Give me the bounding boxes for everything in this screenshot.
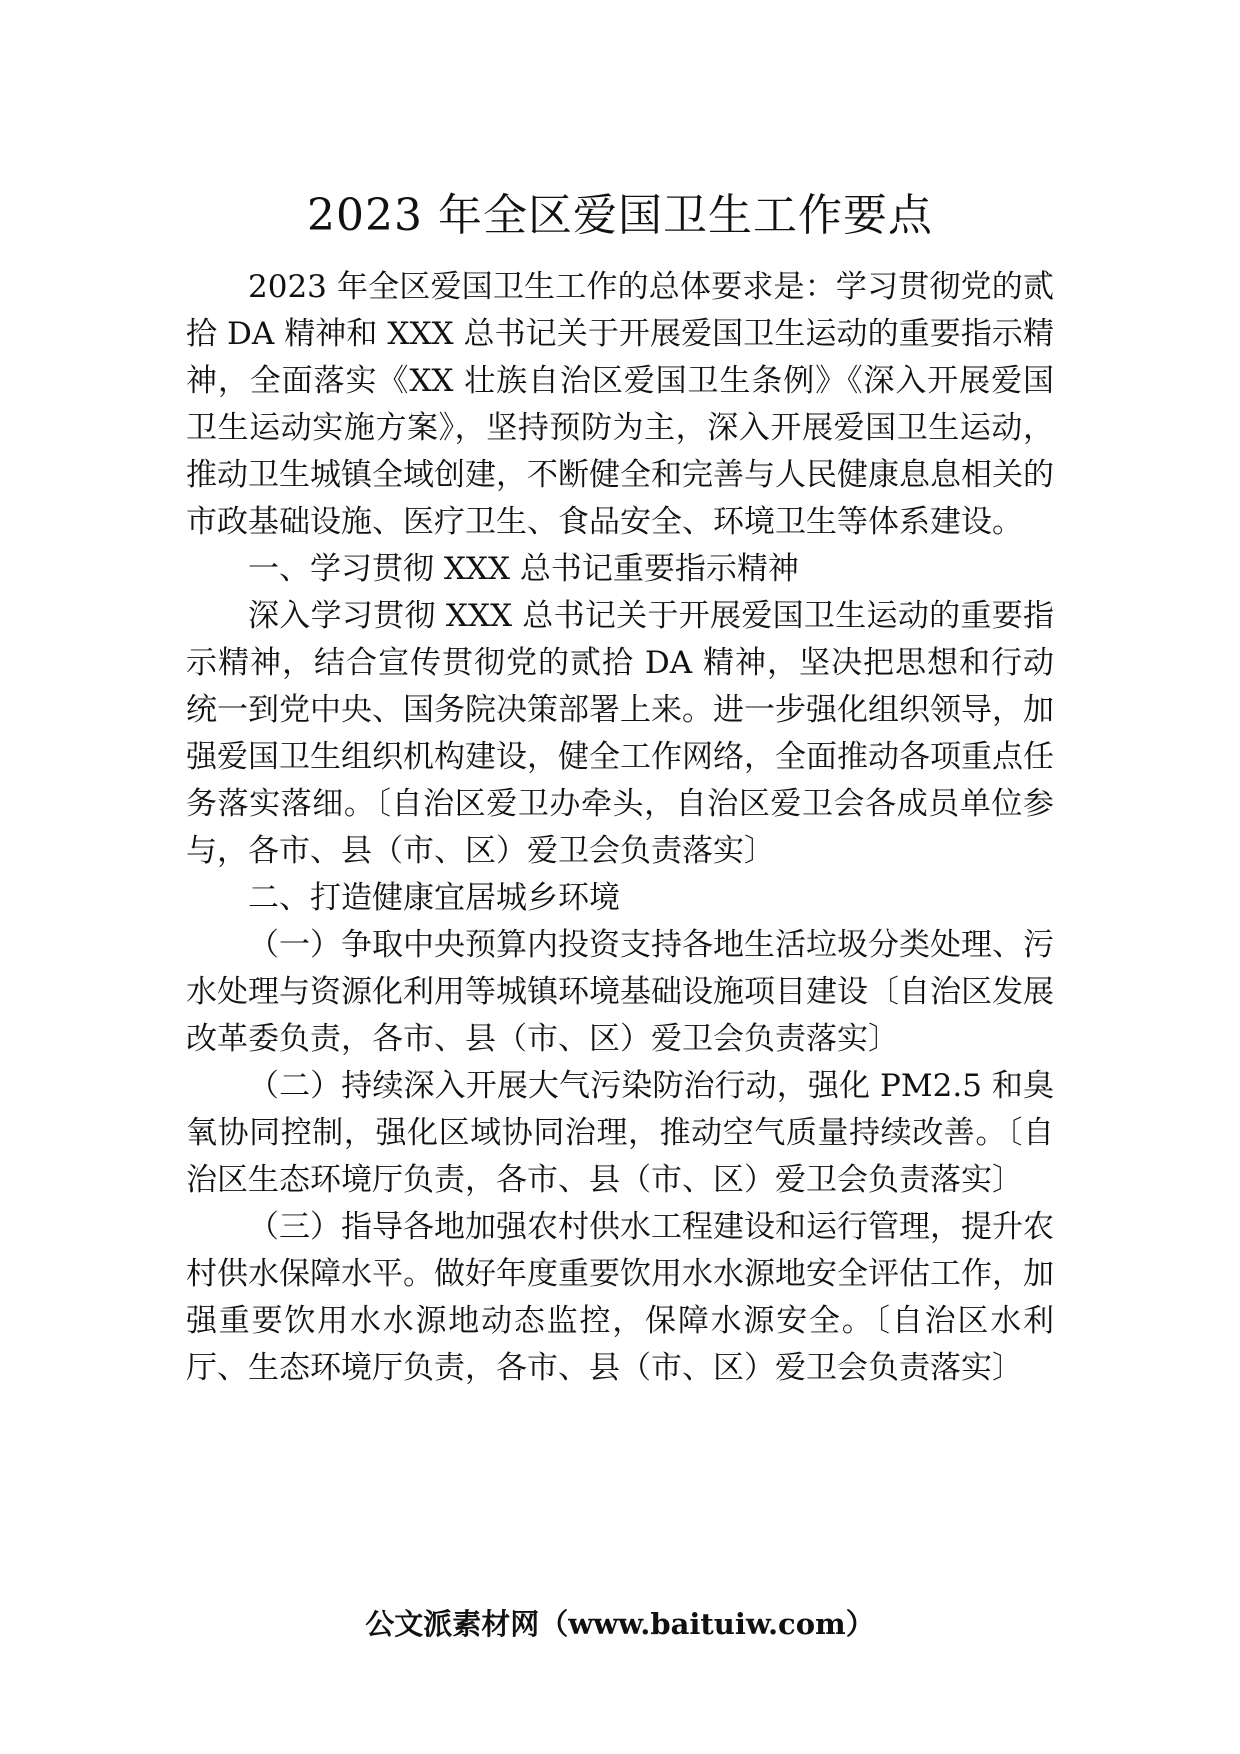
paragraph-general-requirements: 2023 年全区爱国卫生工作的总体要求是：学习贯彻党的贰拾 DA 精神和 XXX 总书记关于开展爱国卫生运动的重要指示精神，全面落实《XX 壮族自治区爱国卫生条例》《深入开展爱国卫生运动实施方案》，坚持预防为主，深入开展爱国卫生运动，推动卫生城镇全域创建，不断健全和完善与人民健康息息相关的市政基础设施、医疗卫生、食品安全、环境卫生等体系建设。 xyxy=(186,269,1054,540)
document-body xyxy=(186,264,1054,1392)
footer-watermark: 公文派素材网（www.baituiw.com） xyxy=(365,1607,875,1641)
paragraph-item-3: （三）指导各地加强农村供水工程建设和运行管理，提升农村供水保障水平。做好年度重要饮用水水源地安全评估工作，加强重要饮用水水源地动态监控，保障水源安全。〔自治区水利厅、生态环境厅负责，各市、县（市、区）爱卫会负责落实〕 xyxy=(186,1209,1054,1386)
section-heading-1: 一、学习贯彻 XXX 总书记重要指示精神 xyxy=(248,551,799,587)
paragraph-item-1: （一）争取中央预算内投资支持各地生活垃圾分类处理、污水处理与资源化利用等城镇环境基础设施项目建设〔自治区发展改革委负责，各市、县（市、区）爱卫会负责落实〕 xyxy=(186,927,1054,1057)
section-heading-2: 二、打造健康宜居城乡环境 xyxy=(248,880,620,916)
document-title: 2023 年全区爱国卫生工作要点 xyxy=(307,190,933,241)
paragraph-section-1: 深入学习贯彻 XXX 总书记关于开展爱国卫生运动的重要指示精神，结合宣传贯彻党的贰拾 DA 精神，坚决把思想和行动统一到党中央、国务院决策部署上来。进一步强化组织领导，加强爱国卫生组织机构建设，健全工作网络，全面推动各项重点任务落实落细。〔自治区爱卫办牵头，自治区爱卫会各成员单位参与，各市、县（市、区）爱卫会负责落实〕 xyxy=(186,598,1054,869)
paragraph-item-2: （二）持续深入开展大气污染防治行动，强化 PM2.5 和臭氧协同控制，强化区域协同治理，推动空气质量持续改善。〔自治区生态环境厅负责，各市、县（市、区）爱卫会负责落实〕 xyxy=(186,1068,1054,1198)
